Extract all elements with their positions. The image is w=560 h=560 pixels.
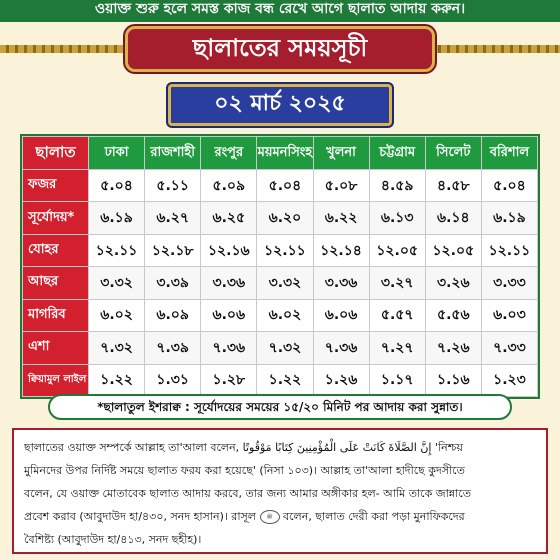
date-label: ০২ মার্চ ২০২৫	[168, 84, 392, 126]
banner-text: ওয়াক্ত শুরু হলে সমস্ত কাজ বন্ধ রেখে আগে ছালাত আদায় করুন।	[94, 1, 466, 17]
prayer-name: মাগরিব	[23, 299, 89, 331]
prayer-time-cell: ৬.০৬	[313, 299, 369, 331]
prayer-time-cell: ৭.৩৬	[313, 332, 369, 364]
prayer-time-cell: ৩.৩৩	[481, 267, 537, 299]
table-row	[23, 267, 538, 299]
prayer-name: যোহর	[23, 234, 89, 266]
prayer-time-cell: ৩.৩২	[257, 267, 313, 299]
table-row	[23, 364, 538, 396]
hadith-line: মুমিনদের উপর নির্দিষ্ট সময়ে ছালাত ফরয করা হয়েছে' (নিসা ১০৩)। আল্লাহ তা'আলা হাদীছে কুদসীতে	[24, 464, 465, 477]
table-header-row	[23, 137, 538, 170]
prayer-time-cell: ৩.৩৬	[313, 267, 369, 299]
prayer-name: এশা	[23, 332, 89, 364]
prayer-time-cell: ৩.৩৬	[201, 267, 257, 299]
prayer-time-cell: ১.১৭	[369, 364, 425, 396]
prayer-time-cell: ১.২২	[89, 364, 145, 396]
prayer-time-cell: ৬.১৯	[89, 202, 145, 234]
prayer-time-cell: ৩.৩৯	[145, 267, 201, 299]
prayer-name: সূর্যোদয়*	[23, 202, 89, 234]
ishraq-note: *ছালাতুল ইশরাক্ব : সূর্যোদয়ের সময়ের ১৫/২০ মিনিট পর আদায় করা সুন্নাত।	[48, 394, 512, 420]
prayer-time-cell: ৬.২২	[313, 202, 369, 234]
prayer-time-cell: ১২.০৫	[369, 234, 425, 266]
prayer-time-cell: ৭.৩৩	[481, 332, 537, 364]
prayer-time-cell: ১.১৬	[425, 364, 481, 396]
prayer-time-cell: ১২.১১	[481, 234, 537, 266]
prayer-time-cell: ৫.০৪	[481, 170, 537, 202]
prayer-time-cell: ১২.১৮	[145, 234, 201, 266]
prayer-time-cell: ৫.৫৬	[425, 299, 481, 331]
prayer-time-cell: ৪.৫৮	[425, 170, 481, 202]
city-header: বরিশাল	[481, 137, 537, 170]
prayer-time-cell: ১২.০৫	[425, 234, 481, 266]
hadith-line: ছালাতের ওয়াক্ত সম্পর্কে আল্লাহ তা'আলা বলেন, إِنَّ الصَّلَاةَ كَانَتْ عَلَى الْمُؤْمِنِينَ كِتَابًا مَوْقُوتًا 'নিশ্চয়	[24, 441, 463, 454]
sallallahu-seal-icon: ﷺ	[260, 510, 280, 524]
city-header: রংপুর	[201, 137, 257, 170]
prayer-time-cell: ৬.০২	[89, 299, 145, 331]
top-banner	[0, 0, 560, 22]
prayer-time-cell: ৭.২৬	[425, 332, 481, 364]
prayer-time-cell: ৫.০৪	[257, 170, 313, 202]
prayer-time-cell: ৩.২৬	[425, 267, 481, 299]
hadith-line: বলেন, যে ওয়াক্ত মোতাবেক ছালাত আদায় করবে, তার জন্য আমার অঙ্গীকার হল- আমি তাকে জান্নাতে	[24, 487, 471, 500]
prayer-time-cell: ৬.০৬	[201, 299, 257, 331]
city-header: ঢাকা	[89, 137, 145, 170]
prayer-time-cell: ৬.০৩	[481, 299, 537, 331]
prayer-time-cell: ৬.১৯	[481, 202, 537, 234]
prayer-time-cell: ৬.০৯	[145, 299, 201, 331]
prayer-time-cell: ৭.৩৬	[201, 332, 257, 364]
prayer-time-cell: ৬.২০	[257, 202, 313, 234]
prayer-time-cell: ৬.২৫	[201, 202, 257, 234]
prayer-time-cell: ৬.০২	[257, 299, 313, 331]
hadith-line	[24, 505, 536, 528]
prayer-times-table	[20, 134, 540, 399]
table-row	[23, 299, 538, 331]
prayer-time-cell: ৭.৩৯	[145, 332, 201, 364]
table-corner-header: ছালাত	[23, 137, 89, 170]
city-header: চট্টগ্রাম	[369, 137, 425, 170]
page-title: ছালাতের সময়সূচী	[125, 26, 435, 72]
prayer-time-cell: ১২.১৬	[201, 234, 257, 266]
prayer-name: ক্বিয়ামুল লাইল	[23, 364, 89, 396]
prayer-time-cell: ৫.৫৭	[369, 299, 425, 331]
prayer-time-cell: ৩.৩২	[89, 267, 145, 299]
table-row	[23, 202, 538, 234]
prayer-time-cell: ৫.০৪	[89, 170, 145, 202]
city-header: ময়মনসিংহ	[257, 137, 313, 170]
prayer-time-cell: ১২.১৪	[313, 234, 369, 266]
city-header: খুলনা	[313, 137, 369, 170]
prayer-time-cell: ৪.৫৯	[369, 170, 425, 202]
prayer-time-cell: ৫.০৮	[313, 170, 369, 202]
table-row	[23, 234, 538, 266]
prayer-time-cell: ৫.০৯	[201, 170, 257, 202]
prayer-time-cell: ৭.২৭	[369, 332, 425, 364]
prayer-time-cell: ৬.২৭	[145, 202, 201, 234]
prayer-time-cell: ৭.৩২	[89, 332, 145, 364]
prayer-time-cell: ১২.১১	[257, 234, 313, 266]
hadith-line: বৈশিষ্ট্য (আবুদাউদ হা/৪১৩, সনদ ছহীহ)।	[24, 533, 202, 546]
prayer-name: ফজর	[23, 170, 89, 202]
prayer-time-cell: ৫.১১	[145, 170, 201, 202]
hadith-line-part: বলেন, ছালাত দেরী করা পড়া মুনাফিকদের	[283, 510, 465, 523]
prayer-name: আছর	[23, 267, 89, 299]
title-section	[0, 22, 560, 76]
table-row	[23, 332, 538, 364]
table-row	[23, 170, 538, 202]
prayer-time-cell: ৭.৩২	[257, 332, 313, 364]
city-header: রাজশাহী	[145, 137, 201, 170]
prayer-time-cell: ৬.১৪	[425, 202, 481, 234]
prayer-time-cell: ১২.১১	[89, 234, 145, 266]
prayer-time-cell: ১.২৬	[313, 364, 369, 396]
prayer-time-cell: ৬.১৩	[369, 202, 425, 234]
prayer-time-cell: ৩.২৭	[369, 267, 425, 299]
city-header: সিলেট	[425, 137, 481, 170]
hadith-box	[12, 428, 548, 554]
prayer-time-cell: ১.৩১	[145, 364, 201, 396]
prayer-time-cell: ১.২২	[257, 364, 313, 396]
prayer-time-cell: ১.২৮	[201, 364, 257, 396]
prayer-time-cell: ১.২৩	[481, 364, 537, 396]
hadith-line-part: প্রবেশ করাব (আবুদাউদ হা/৪৩০, সনদ হাসান)। রাসূল	[24, 510, 257, 523]
